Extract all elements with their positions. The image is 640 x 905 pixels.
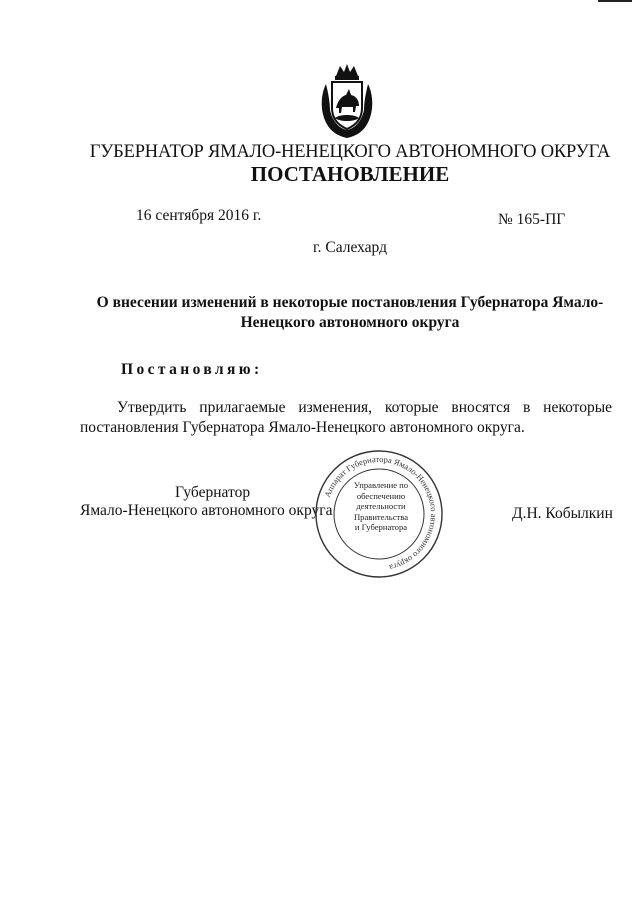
scan-mark [598,0,632,2]
document-number: № 165-ПГ [498,211,566,228]
seal-line: деятельности [356,501,406,512]
seal-line: обеспечению [356,490,406,501]
signatory-name: Д.Н. Кобылкин [512,505,613,522]
resolve-heading: Постановляю: [121,361,263,378]
signatory-title: Губернатор [175,484,251,501]
coat-of-arms-icon [318,62,376,140]
document-type: ПОСТАНОВЛЕНИЕ [250,162,450,186]
seal-ring-text: Аппарат Губернатора Ямало-Ненецкого автономного округа [322,453,440,573]
document-subject: О внесении изменений в некоторые постановления Губернатора Ямало-Ненецкого автономного округа [96,294,604,331]
document-city: г. Салехард [313,239,387,256]
seal-inner-text [341,480,421,533]
seal-line: и Губернатора [354,522,408,533]
issuing-authority: ГУБЕРНАТОР ЯМАЛО-НЕНЕЦКОГО АВТОНОМНОГО ОКРУГА [89,142,611,162]
seal-line: Управление по [353,480,409,490]
body-paragraph: Утвердить прилагаемые изменения, которые вносятся в некоторые постановления Губернатора Ямало-Ненецкого автономного округа. [80,399,612,436]
signatory-region: Ямало-Ненецкого автономного округа [80,502,333,519]
seal-line: Правительства [353,511,409,522]
document-date: 16 сентября 2016 г. [136,207,262,224]
